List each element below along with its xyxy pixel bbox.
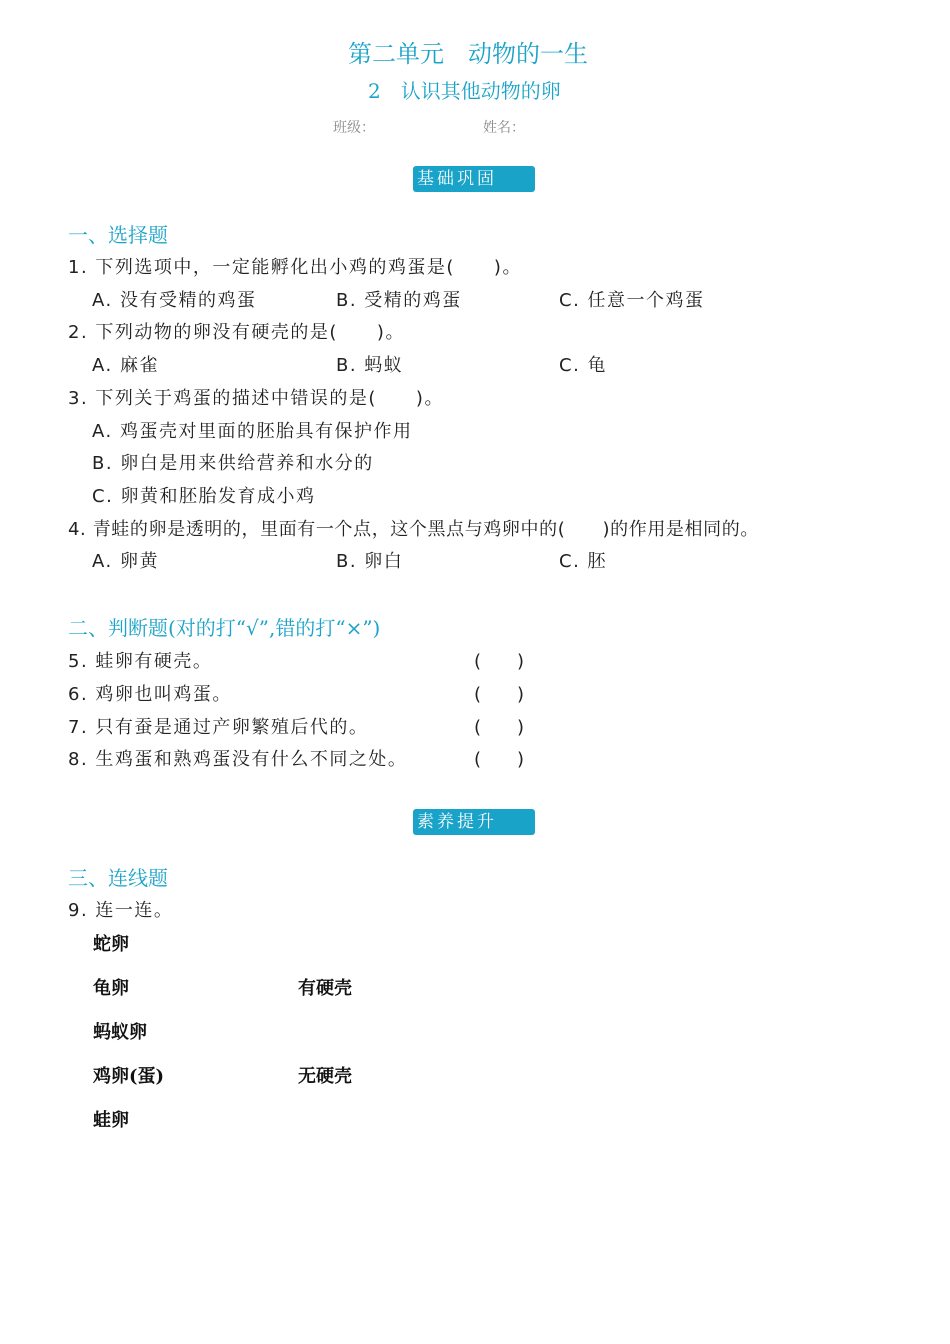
q4-option-c: C. 胚 bbox=[559, 551, 608, 572]
statement-8: 8. 生鸡蛋和熟鸡蛋没有什么不同之处。 bbox=[68, 749, 408, 770]
q2-option-c: C. 龟 bbox=[559, 355, 608, 376]
match-left-snake-egg: 蛇卵 bbox=[93, 934, 129, 955]
match-left-turtle-egg: 龟卵 bbox=[93, 978, 129, 999]
question-9: 9. 连一连。 bbox=[68, 900, 174, 921]
lesson-title: 2 认识其他动物的卵 bbox=[368, 79, 561, 103]
answer-bracket-5: ( ) bbox=[474, 651, 525, 672]
section-matching-title: 三、连线题 bbox=[68, 866, 168, 890]
basic-banner: 基础巩固 bbox=[413, 166, 535, 192]
match-left-ant-egg: 蚂蚁卵 bbox=[93, 1022, 147, 1043]
answer-bracket-6: ( ) bbox=[474, 684, 525, 705]
page-title: 第二单元 动物的一生 bbox=[348, 40, 588, 68]
q1-option-b: B. 受精的鸡蛋 bbox=[336, 290, 462, 311]
question-1: 1. 下列选项中，一定能孵化出小鸡的鸡蛋是( )。 bbox=[68, 257, 522, 278]
q3-option-a: A. 鸡蛋壳对里面的胚胎具有保护作用 bbox=[92, 421, 413, 442]
q3-option-c: C. 卵黄和胚胎发育成小鸡 bbox=[92, 486, 316, 507]
class-label: 班级： bbox=[333, 120, 375, 136]
q4-option-b: B. 卵白 bbox=[336, 551, 404, 572]
question-3: 3. 下列关于鸡蛋的描述中错误的是( )。 bbox=[68, 388, 444, 409]
q4-option-a: A. 卵黄 bbox=[92, 551, 159, 572]
question-2: 2. 下列动物的卵没有硬壳的是( )。 bbox=[68, 322, 405, 343]
q1-option-c: C. 任意一个鸡蛋 bbox=[559, 290, 705, 311]
match-right-hard-shell: 有硬壳 bbox=[298, 978, 352, 999]
answer-bracket-8: ( ) bbox=[474, 749, 525, 770]
section-judgement-title: 二、判断题(对的打“√”,错的打“×”) bbox=[68, 616, 381, 640]
q2-option-b: B. 蚂蚁 bbox=[336, 355, 404, 376]
q3-option-b: B. 卵白是用来供给营养和水分的 bbox=[92, 453, 374, 474]
section-choice-title: 一、选择题 bbox=[68, 223, 168, 247]
name-label: 姓名： bbox=[483, 120, 525, 136]
answer-bracket-7: ( ) bbox=[474, 717, 525, 738]
question-4: 4. 青蛙的卵是透明的，里面有一个点，这个黑点与鸡卵中的( )的作用是相同的。 bbox=[68, 519, 759, 540]
q1-option-a: A. 没有受精的鸡蛋 bbox=[92, 290, 257, 311]
statement-5: 5. 蛙卵有硬壳。 bbox=[68, 651, 213, 672]
match-left-frog-egg: 蛙卵 bbox=[93, 1110, 129, 1131]
q2-option-a: A. 麻雀 bbox=[92, 355, 159, 376]
match-right-no-hard-shell: 无硬壳 bbox=[298, 1066, 352, 1087]
match-left-chicken-egg: 鸡卵(蛋) bbox=[93, 1066, 165, 1087]
statement-6: 6. 鸡卵也叫鸡蛋。 bbox=[68, 684, 232, 705]
advanced-banner: 素养提升 bbox=[413, 809, 535, 835]
statement-7: 7. 只有蚕是通过产卵繁殖后代的。 bbox=[68, 717, 369, 738]
